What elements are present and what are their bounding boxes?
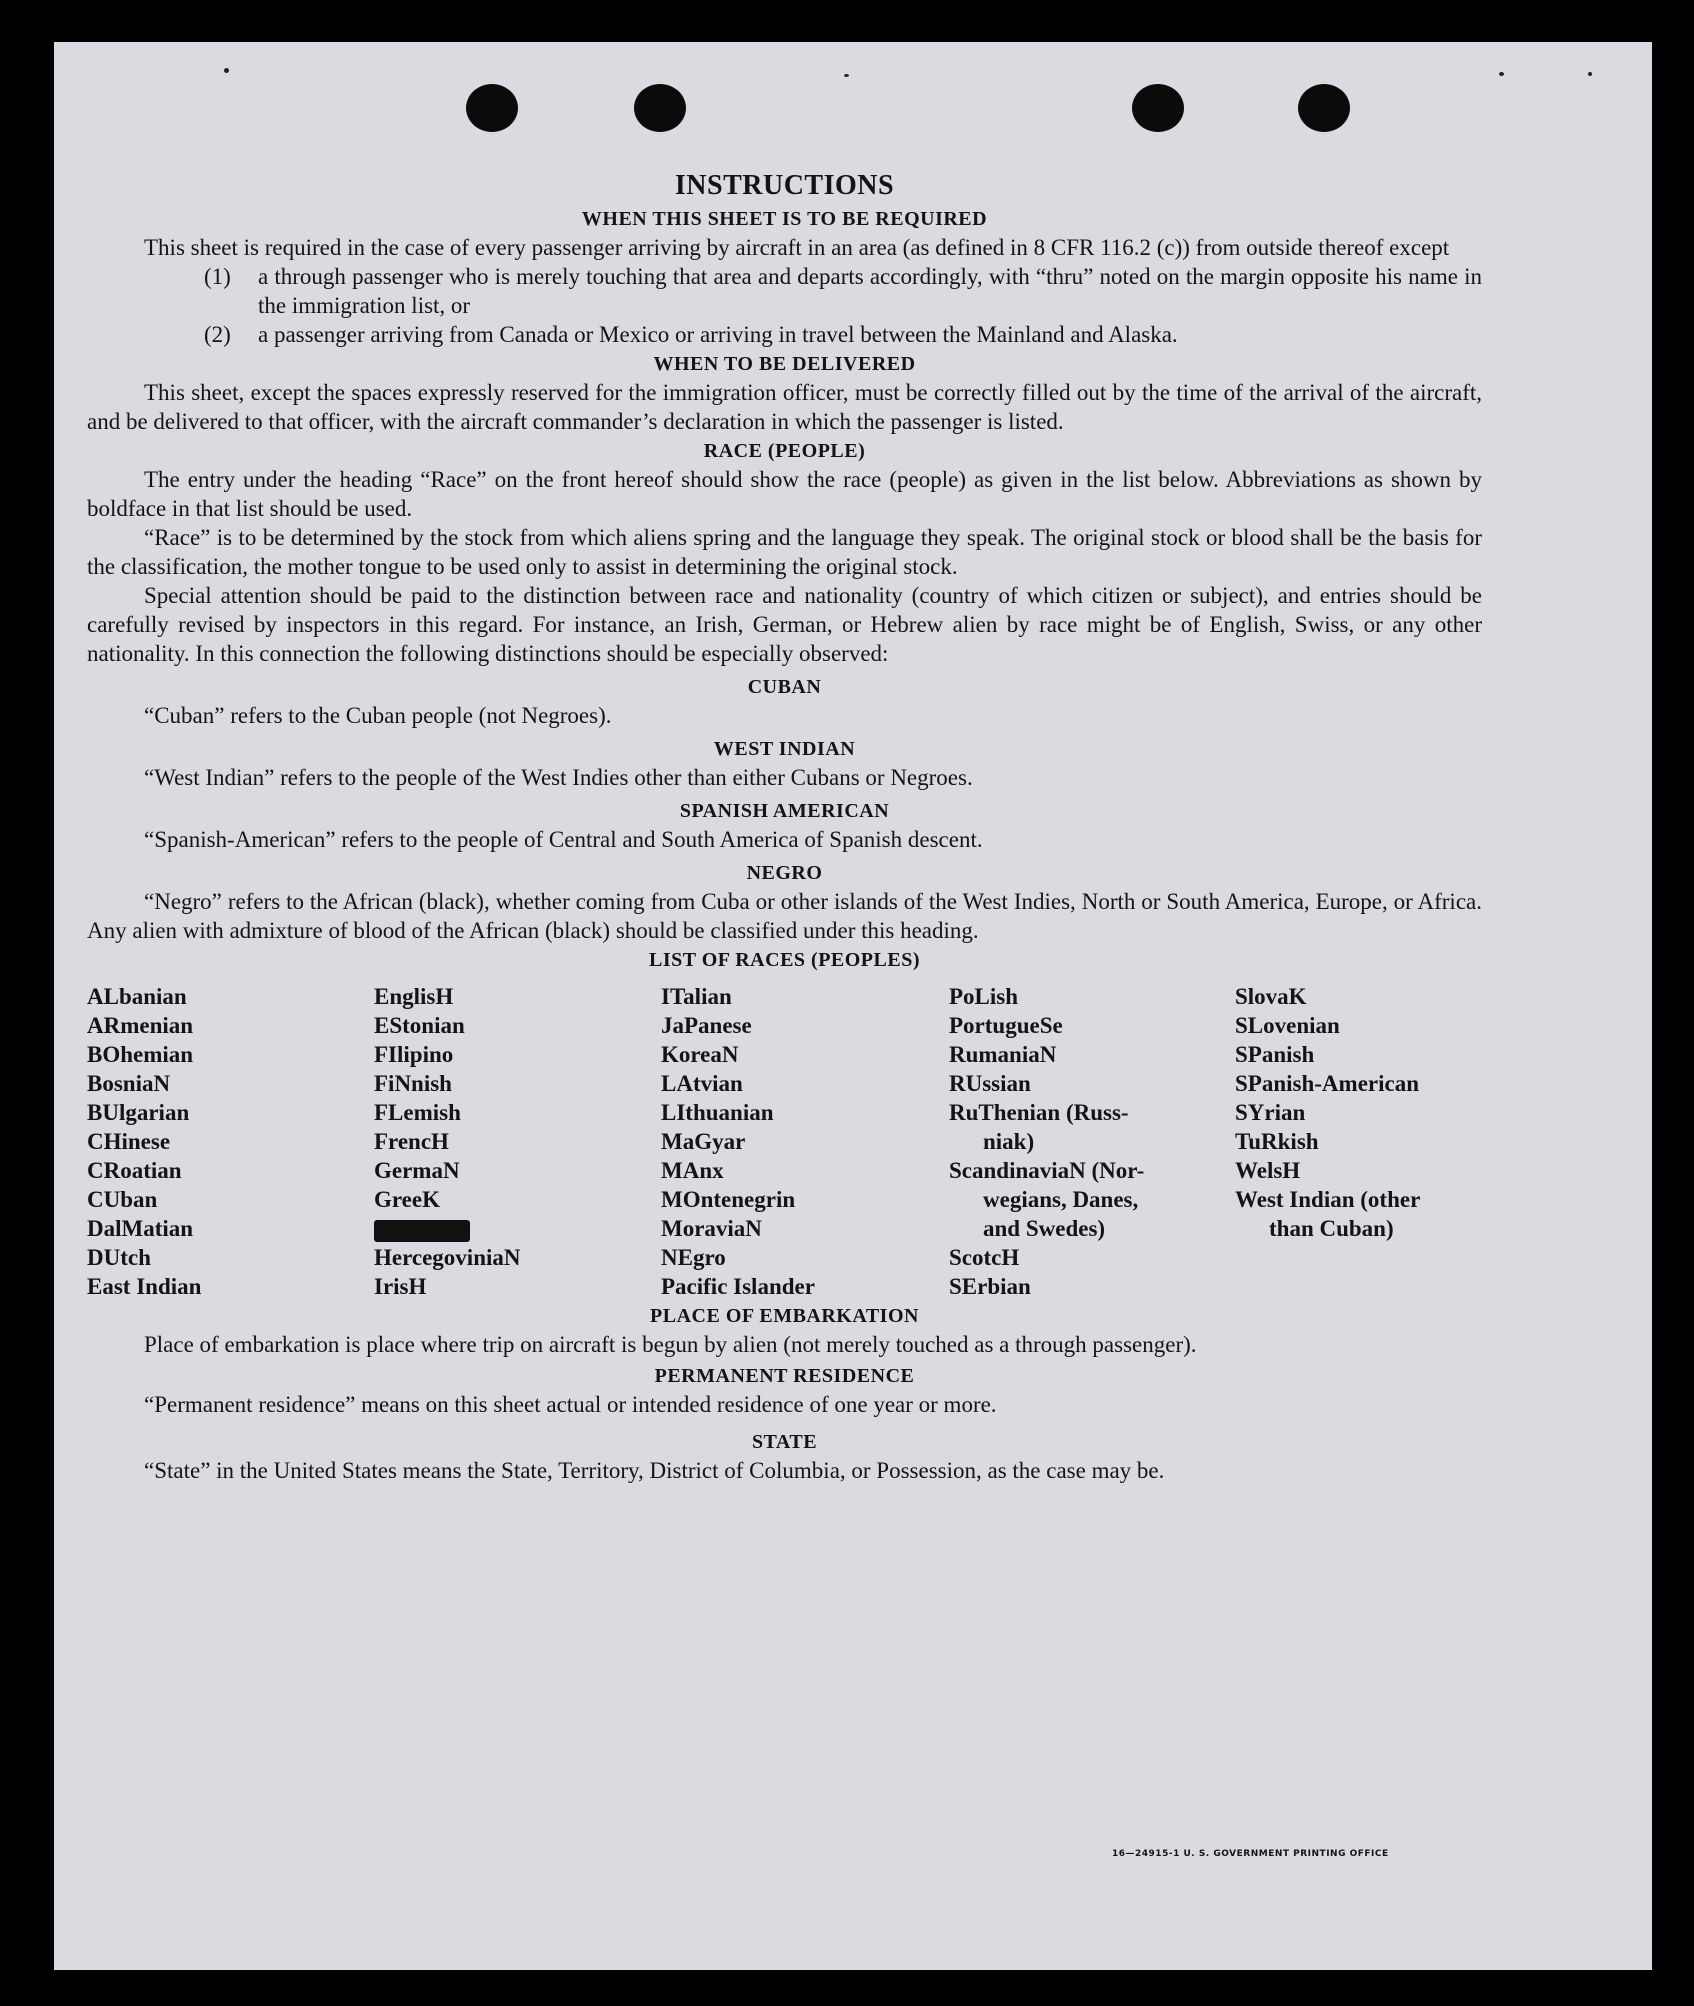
- redaction-mark: [374, 1220, 470, 1242]
- heading-cuban: CUBAN: [747, 676, 822, 698]
- race-entry: CRoatian: [87, 1158, 182, 1183]
- paper-speck: [224, 68, 229, 73]
- races-column-5: [1235, 982, 1482, 1301]
- list-of-races: [87, 982, 1482, 1301]
- race-entry: ALbanian: [87, 984, 187, 1009]
- item-number: (1): [204, 264, 231, 289]
- heading-race: RACE (PEOPLE): [703, 440, 866, 462]
- race-entry: East Indian: [87, 1274, 202, 1299]
- race-paragraph-1: The entry under the heading “Race” on the front hereof should show the race (people) as given in the list below. Abbreviations as shown by boldface in that list should be used.: [87, 467, 1482, 521]
- heading-negro: NEGRO: [746, 862, 823, 884]
- race-entry: MoraviaN: [661, 1216, 762, 1241]
- exception-item-1: [87, 262, 1482, 320]
- race-entry: CUban: [87, 1187, 158, 1212]
- west-indian-text: “West Indian” refers to the people of the West Indies other than either Cubans or Negroes.: [144, 765, 973, 790]
- race-entry: JaPanese: [661, 1013, 752, 1038]
- race-entry: SPanish-American: [1235, 1071, 1419, 1096]
- race-entry: ITalian: [661, 984, 732, 1009]
- races-column-1: [87, 982, 374, 1301]
- race-entry: PoLish: [949, 984, 1019, 1009]
- punch-hole: [466, 84, 518, 132]
- race-entry: SErbian: [949, 1274, 1031, 1299]
- paper-speck: [1588, 72, 1592, 76]
- race-entry: PortugueSe: [949, 1013, 1063, 1038]
- race-entry: EnglisH: [374, 984, 454, 1009]
- heading-state: STATE: [751, 1431, 818, 1453]
- race-entry: HercegoviniaN: [374, 1245, 521, 1270]
- exception-item-2: [87, 320, 1482, 349]
- when-required-intro: This sheet is required in the case of every passenger arriving by aircraft in an area (as defined in 8 CFR 116.2 (c)) from outside thereof except: [144, 235, 1450, 260]
- race-entry: FIlipino: [374, 1042, 454, 1067]
- race-entry: GreeK: [374, 1187, 440, 1212]
- race-entry: NEgro: [661, 1245, 726, 1270]
- heading-permanent-residence: PERMANENT RESIDENCE: [654, 1365, 915, 1387]
- item-text: a passenger arriving from Canada or Mexico or arriving in travel between the Mainland and Alaska.: [258, 322, 1178, 347]
- race-entry: WelsH: [1235, 1158, 1301, 1183]
- heading-spanish-american: SPANISH AMERICAN: [679, 800, 890, 822]
- races-column-4: [949, 982, 1235, 1301]
- race-entry: BOhemian: [87, 1042, 194, 1067]
- item-number: (2): [204, 322, 231, 347]
- race-entry: SlovaK: [1235, 984, 1307, 1009]
- negro-text: “Negro” refers to the African (black), whether coming from Cuba or other islands of the West Indies, North or South America, Europe, or Africa. Any alien with admixture of blood of the African (black) should be classified under this heading.: [87, 889, 1482, 943]
- heading-list-of-races: LIST OF RACES (PEOPLES): [648, 949, 920, 971]
- race-entry: FrencH: [374, 1129, 449, 1154]
- race-entry: SLovenian: [1235, 1013, 1340, 1038]
- race-entry: LAtvian: [661, 1071, 743, 1096]
- race-entry: MAnx: [661, 1158, 724, 1183]
- race-entry-continued: and Swedes): [983, 1216, 1106, 1241]
- race-entry: ARmenian: [87, 1013, 194, 1038]
- embarkation-text: Place of embarkation is place where trip on aircraft is begun by alien (not merely touched as a through passenger).: [144, 1332, 1197, 1357]
- punch-hole: [1132, 84, 1184, 132]
- item-text: a through passenger who is merely touching that area and departs accordingly, with “thru” noted on the margin opposite his name in the immigration list, or: [258, 264, 1482, 318]
- cuban-text: “Cuban” refers to the Cuban people (not Negroes).: [144, 703, 612, 728]
- state-text: “State” in the United States means the State, Territory, District of Columbia, or Possession, as the case may be.: [144, 1458, 1165, 1483]
- race-entry-continued: niak): [983, 1129, 1035, 1154]
- races-column-3: [661, 982, 949, 1301]
- race-entry: ScotcH: [949, 1245, 1020, 1270]
- race-entry: IrisH: [374, 1274, 427, 1299]
- race-entry: LIthuanian: [661, 1100, 774, 1125]
- page-title: INSTRUCTIONS: [674, 170, 895, 201]
- race-entry: SPanish: [1235, 1042, 1315, 1067]
- race-entry: FLemish: [374, 1100, 461, 1125]
- race-entry: Pacific Islander: [661, 1274, 815, 1299]
- race-entry: RuThenian (Russ-: [949, 1100, 1129, 1125]
- race-entry: MaGyar: [661, 1129, 746, 1154]
- race-entry: RumaniaN: [949, 1042, 1057, 1067]
- race-entry: GermaN: [374, 1158, 460, 1183]
- instructions-content: [87, 170, 1482, 1485]
- paper-speck: [1499, 72, 1504, 76]
- race-entry-continued: wegians, Danes,: [983, 1187, 1139, 1212]
- race-entry: BUlgarian: [87, 1100, 190, 1125]
- heading-when-required: WHEN THIS SHEET IS TO BE REQUIRED: [581, 208, 988, 230]
- printing-office-code: 16—24915-1 U. S. GOVERNMENT PRINTING OFFICE: [1112, 1849, 1389, 1859]
- heading-embarkation: PLACE OF EMBARKATION: [650, 1305, 919, 1327]
- race-entry: SYrian: [1235, 1100, 1306, 1125]
- race-entry-continued: than Cuban): [1269, 1216, 1394, 1241]
- punch-hole: [634, 84, 686, 132]
- race-entry: EStonian: [374, 1013, 465, 1038]
- spanish-american-text: “Spanish-American” refers to the people of Central and South America of Spanish descent.: [144, 827, 983, 852]
- race-paragraph-2: “Race” is to be determined by the stock from which aliens spring and the language they speak. The original stock or blood shall be the basis for the classification, the mother tongue to be used only to assist in determining the original stock.: [87, 525, 1482, 579]
- race-entry: TuRkish: [1235, 1129, 1319, 1154]
- race-entry: DUtch: [87, 1245, 151, 1270]
- races-column-2: [374, 982, 661, 1301]
- redacted-entry: [374, 1214, 661, 1243]
- race-entry: MOntenegrin: [661, 1187, 796, 1212]
- heading-west-indian: WEST INDIAN: [713, 738, 856, 760]
- race-entry: FiNnish: [374, 1071, 452, 1096]
- race-entry: BosniaN: [87, 1071, 171, 1096]
- race-entry: RUssian: [949, 1071, 1031, 1096]
- permanent-residence-text: “Permanent residence” means on this sheet actual or intended residence of one year or more.: [144, 1392, 997, 1417]
- race-entry: KoreaN: [661, 1042, 739, 1067]
- race-entry: West Indian (other: [1235, 1187, 1421, 1212]
- heading-when-delivered: WHEN TO BE DELIVERED: [653, 353, 916, 375]
- race-entry: CHinese: [87, 1129, 171, 1154]
- when-delivered-text: This sheet, except the spaces expressly reserved for the immigration officer, must be correctly filled out by the time of the arrival of the aircraft, and be delivered to that officer, with the aircraft commander’s declaration in which the passenger is listed.: [87, 380, 1482, 434]
- paper-speck: [844, 74, 849, 77]
- punch-hole: [1298, 84, 1350, 132]
- race-entry: ScandinaviaN (Nor-: [949, 1158, 1145, 1183]
- race-paragraph-3: Special attention should be paid to the distinction between race and nationality (country of which citizen or subject), and entries should be carefully revised by inspectors in this regard. For instance, an Irish, German, or Hebrew alien by race might be of English, Swiss, or any other nationality. In this connection the following distinctions should be especially observed:: [87, 583, 1482, 666]
- race-entry: DalMatian: [87, 1216, 194, 1241]
